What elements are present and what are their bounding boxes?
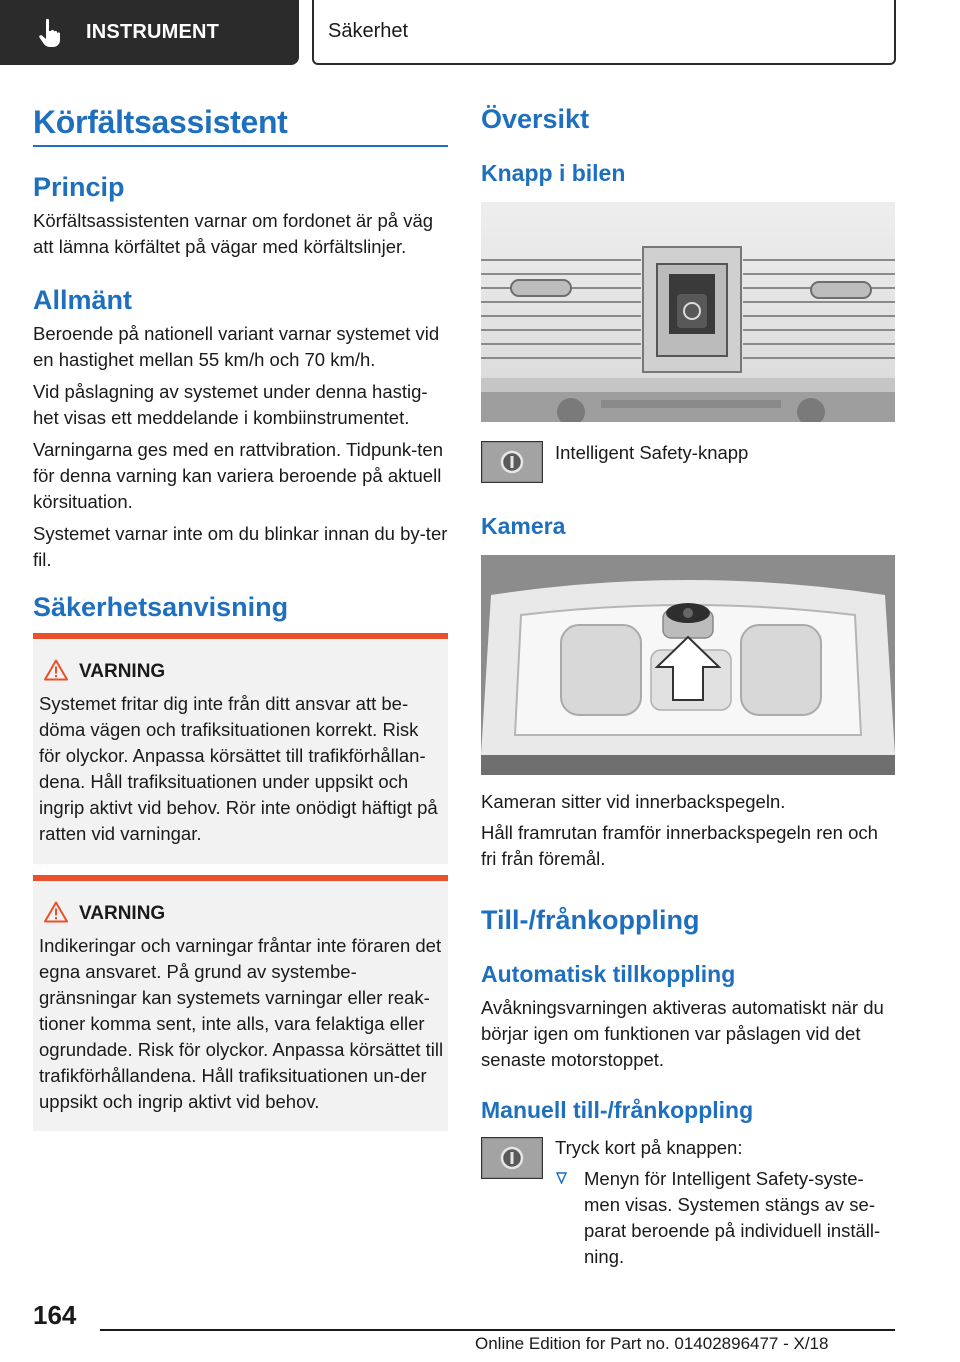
camera-paragraph-1: Kameran sitter vid innerbackspegeln. <box>481 791 786 812</box>
warning-triangle-icon <box>44 901 68 923</box>
title-rule <box>33 145 448 147</box>
onoff-heading: Till-/frånkoppling <box>481 905 700 935</box>
general-paragraph-4: Systemet varnar inte om du blinkar innan du by-ter fil. <box>33 523 448 570</box>
manual-text: Tryck kort på knappen: <box>555 1137 743 1158</box>
dashboard-button-photo <box>481 202 895 422</box>
button-caption: Intelligent Safety-knapp <box>555 442 749 463</box>
warning-title-2: VARNING <box>79 903 166 924</box>
warning-title-1: VARNING <box>79 661 166 682</box>
triangle-bullet-icon <box>556 1172 567 1184</box>
footer-edition-text: Online Edition for Part no. 01402896477 - X/18 <box>475 1334 829 1353</box>
principle-heading: Princip <box>33 172 125 202</box>
auto-text: Avåkningsvarningen aktiveras automatiskt när du börjar igen om funktionen var påslagen vid det senaste motorstoppet. <box>481 997 884 1070</box>
warning-box-2 <box>33 875 448 1131</box>
overview-heading: Översikt <box>481 104 590 134</box>
button-heading: Knapp i bilen <box>481 160 626 186</box>
page-number: 164 <box>33 1300 77 1330</box>
manual-heading: Manuell till-/frånkoppling <box>481 1097 754 1123</box>
manual-bullet-text: Menyn för Intelligent Safety-syste-men visas. Systemen stängs av se-parat beroende på individuell inställ-ning. <box>584 1168 881 1267</box>
warning-text-1: Systemet fritar dig inte från ditt ansvar att be-döma vägen och trafiksituationen korrekt. Risk för olyckor. Anpassa körsättet till trafikförhållan-dena. Håll trafiksituationen under uppsikt och ingrip aktivt vid behov. Rör inte onödigt häftigt på ratten vid varningar. <box>39 693 438 844</box>
footer-rule <box>100 1329 895 1331</box>
intelligent-safety-button-icon <box>481 441 543 483</box>
principle-text: Körfältsassistenten varnar om fordonet är på väg att lämna körfältet på vägar med körfältslinjer. <box>33 210 434 257</box>
general-paragraph-1: Beroende på nationell variant varnar systemet vid en hastighet mellan 55 km/h och 70 km/h. <box>33 323 440 370</box>
manual-bullet-item <box>556 1166 895 1270</box>
header-tab[interactable] <box>0 0 299 65</box>
safety-heading: Säkerhetsanvisning <box>33 592 289 622</box>
page-title: Körfältsassistent <box>33 104 288 140</box>
warning-triangle-icon <box>44 659 68 681</box>
header-tab-label: INSTRUMENT <box>86 21 220 43</box>
auto-heading: Automatisk tillkoppling <box>481 961 736 987</box>
general-paragraph-2: Vid påslagning av systemet under denna hastig-het visas ett meddelande i kombiinstrumentet. <box>33 381 428 428</box>
camera-windshield-photo <box>481 555 895 775</box>
general-paragraph-3: Varningarna ges med en rattvibration. Tidpunk-ten för denna varning kan variera beroende på aktuell körsituation. <box>33 439 443 512</box>
hand-pointer-icon <box>38 18 64 48</box>
header-section-box <box>312 0 896 65</box>
camera-paragraph-2: Håll framrutan framför innerbackspegeln ren och fri från föremål. <box>481 822 878 869</box>
general-heading: Allmänt <box>33 285 133 315</box>
header-section-label: Säkerhet <box>328 20 409 42</box>
camera-heading: Kamera <box>481 513 566 539</box>
warning-box-1 <box>33 633 448 864</box>
warning-text-2: Indikeringar och varningar fråntar inte föraren det egna ansvaret. På grund av systembe-gränsningar kan systemets varningar eller reak-tioner komma sent, inte alls, vara felaktiga eller ogrundade. Risk för olyckor. Anpassa körsättet till trafikförhållandena. Håll trafiksituationen un-der uppsikt och ingrip aktivt vid behov. <box>39 935 444 1112</box>
intelligent-safety-button-icon <box>481 1137 543 1179</box>
